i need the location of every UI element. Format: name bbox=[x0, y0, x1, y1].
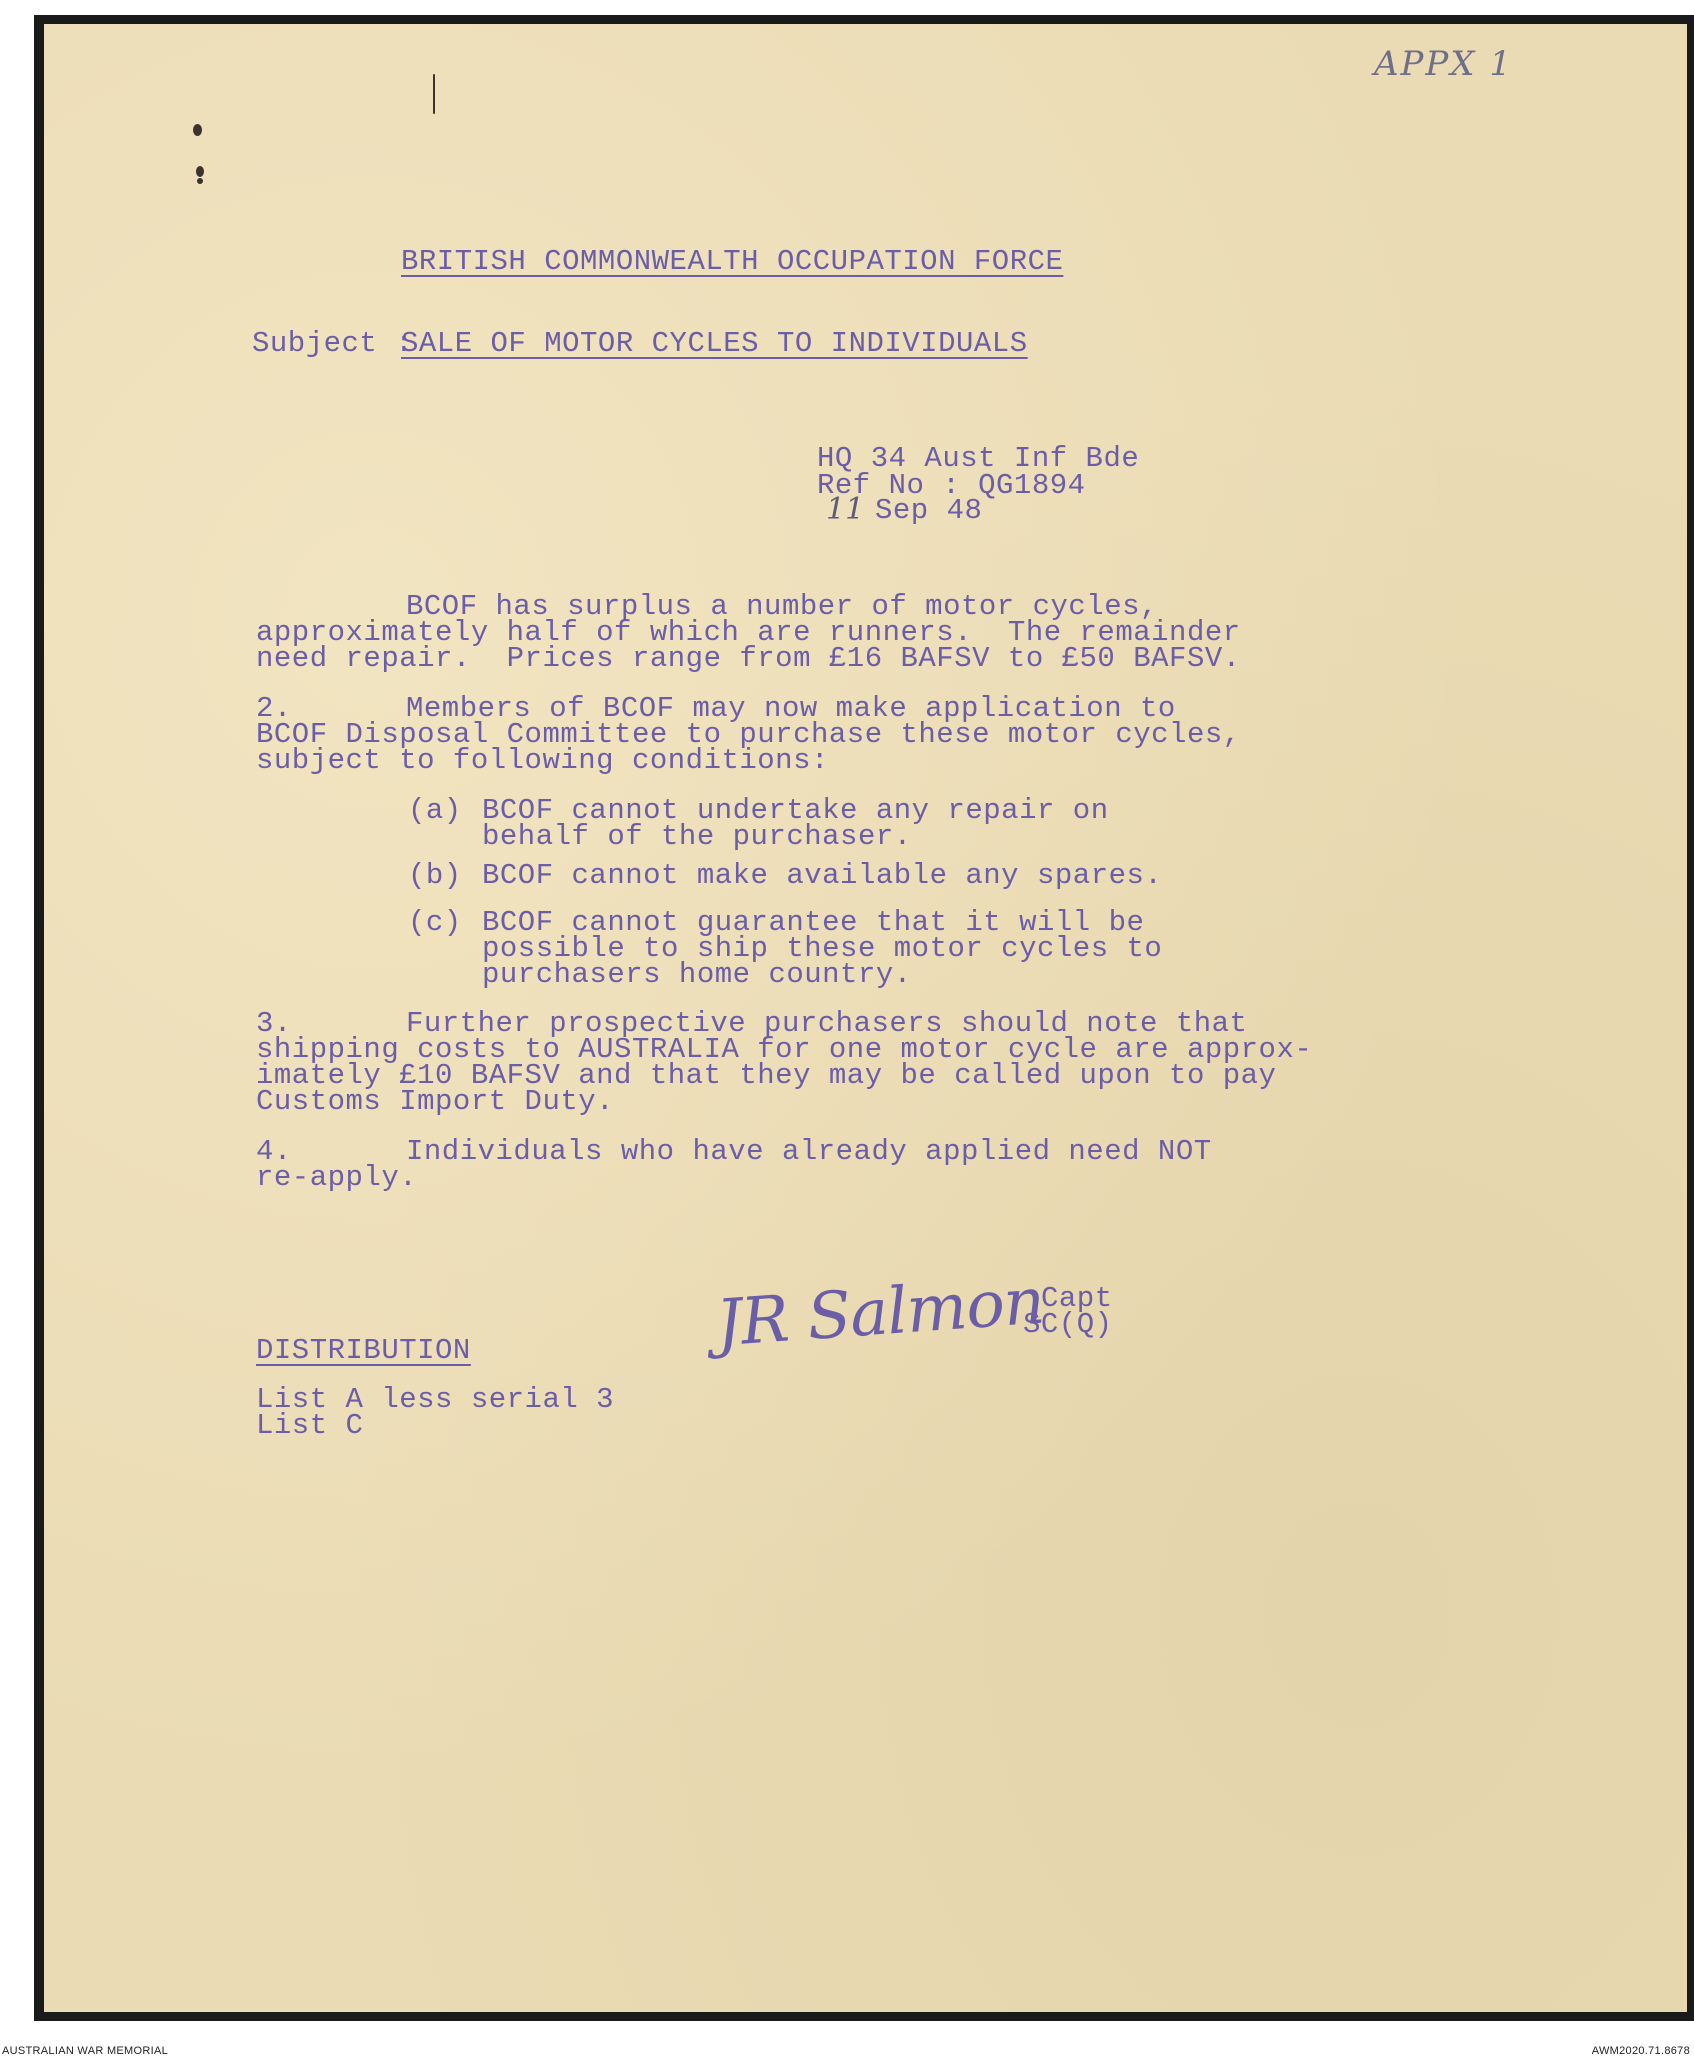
distribution-list: List A less serial 3 bbox=[256, 1383, 615, 1416]
para4-line: Individuals who have already applied need NOT bbox=[406, 1135, 1212, 1168]
para3-line: Customs Import Duty. bbox=[256, 1085, 615, 1118]
para3-number: 3. bbox=[256, 1007, 292, 1040]
signatory-appointment: SC(Q) bbox=[1023, 1308, 1113, 1341]
para1-line: BCOF has surplus a number of motor cycles, bbox=[406, 590, 1158, 623]
para2-line: Members of BCOF may now make application to bbox=[406, 692, 1176, 725]
para4-number: 4. bbox=[256, 1135, 292, 1168]
distribution-list: List C bbox=[256, 1409, 364, 1442]
footer-institution: AUSTRALIAN WAR MEMORIAL bbox=[2, 2045, 169, 2057]
ref-number: Ref No : QG1894 bbox=[817, 469, 1086, 502]
condition-line: BCOF cannot undertake any repair on bbox=[482, 794, 1109, 827]
footer-accession: AWM2020.71.8678 bbox=[1591, 2045, 1690, 2057]
subject-label: Subject : bbox=[252, 327, 414, 360]
condition-line: possible to ship these motor cycles to bbox=[482, 932, 1163, 965]
date-month-year: Sep 48 bbox=[875, 494, 983, 527]
date-day: 11 bbox=[826, 492, 865, 527]
archive-mark: APPX 1 bbox=[1374, 44, 1513, 84]
document-sheet bbox=[44, 24, 1687, 2012]
condition-label: (b) bbox=[408, 859, 462, 892]
condition-line: BCOF cannot make available any spares. bbox=[482, 859, 1163, 892]
signature: JR Salmon bbox=[713, 1264, 1047, 1362]
para3-line: imately £10 BAFSV and that they may be called upon to pay bbox=[256, 1059, 1277, 1092]
punch-mark bbox=[196, 166, 204, 177]
unit-line: HQ 34 Aust Inf Bde bbox=[817, 442, 1140, 475]
signatory-rank: Capt bbox=[1041, 1282, 1113, 1315]
subject-title: SALE OF MOTOR CYCLES TO INDIVIDUALS bbox=[401, 327, 1028, 360]
condition-label: (a) bbox=[408, 794, 462, 827]
tick-mark bbox=[433, 74, 435, 114]
para2-line: BCOF Disposal Committee to purchase these motor cycles, bbox=[256, 718, 1241, 751]
para3-line: shipping costs to AUSTRALIA for one motor cycle are approx- bbox=[256, 1033, 1313, 1066]
condition-label: (c) bbox=[408, 906, 462, 939]
para2-line: subject to following conditions: bbox=[256, 744, 829, 777]
condition-line: BCOF cannot guarantee that it will be bbox=[482, 906, 1145, 939]
condition-line: behalf of the purchaser. bbox=[482, 820, 912, 853]
para1-line: need repair. Prices range from £16 BAFSV to £50 BAFSV. bbox=[256, 642, 1241, 675]
para1-line: approximately half of which are runners. The remainder bbox=[256, 616, 1241, 649]
condition-line: purchasers home country. bbox=[482, 958, 912, 991]
distribution-heading: DISTRIBUTION bbox=[256, 1334, 471, 1367]
punch-mark bbox=[197, 178, 203, 184]
para3-line: Further prospective purchasers should note that bbox=[406, 1007, 1248, 1040]
punch-mark bbox=[193, 124, 202, 136]
para2-number: 2. bbox=[256, 692, 292, 725]
para4-line: re-apply. bbox=[256, 1161, 418, 1194]
page-title: BRITISH COMMONWEALTH OCCUPATION FORCE bbox=[401, 245, 1064, 278]
